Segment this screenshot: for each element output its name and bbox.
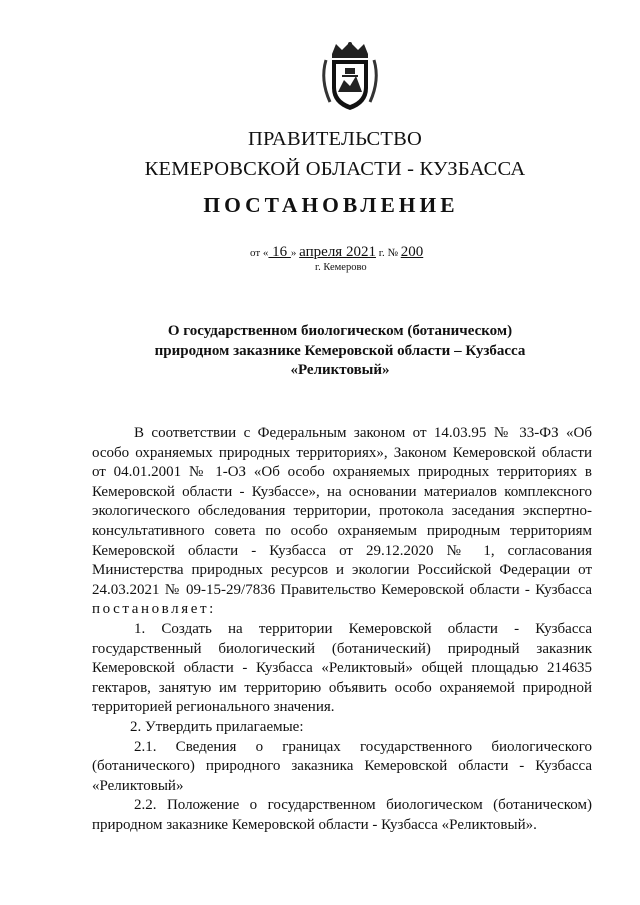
title-line-2: природном заказнике Кемеровской области – Кузбасса (154, 342, 526, 359)
paragraph-item-1: 1. Создать на территории Кемеровской области - Кузбасса государственный биологический (ботанический) природный заказник Кемеровской области - Кузбасса «Реликтовый» общей площадью 214635 гектаров, занятую им территорию объявить особо охраняемой природной территорией регионального значения. (92, 620, 592, 716)
date-line (250, 244, 423, 261)
preamble-text: В соответствии с Федеральным законом от 14.03.95 № 33-ФЗ «Об особо охраняемых природных территориях», Законом Кемеровской области от 04.01.2001 № 1-ОЗ «Об особо охраняемых природных территориях в Кемеровской области - Кузбассе», на основании материалов комплексного экологического обследования территории, протокола заседания экспертно-консультативного совета по особо охраняемым природным территориям Кемеровской области - Кузбасса от 29.12.2020 № 1, согласования Министерства природных ресурсов и экологии Российской Федерации от 24.03.2021 № 09-15-29/7836 Правительство Кемеровской области - Кузбасса (92, 425, 592, 598)
document-body (92, 424, 592, 835)
preamble-resolves: постановляет: (92, 601, 216, 618)
paragraph-item-2-2: 2.2. Положение о государственном биологическом (ботаническом) природном заказнике Кемеровской области - Кузбасса «Реликтовый». (92, 797, 592, 833)
coat-of-arms-icon (318, 40, 382, 112)
city-name: г. Кемерово (315, 262, 367, 273)
government-name-line2: КЕМЕРОВСКОЙ ОБЛАСТИ - КУЗБАССА (144, 158, 526, 180)
number-sign: № (387, 247, 401, 259)
paragraph-item-2: 2. Утвердить прилагаемые: (130, 718, 304, 735)
title-line-1: О государственном биологическом (ботаническом) (167, 323, 513, 339)
date-day: 16 (268, 244, 291, 260)
document-number: 200 (400, 244, 424, 260)
date-prefix: от « (250, 247, 269, 259)
document-type: ПОСТАНОВЛЕНИЕ (203, 193, 459, 217)
date-year-suffix: г. (375, 247, 388, 259)
government-name-line1: ПРАВИТЕЛЬСТВО (247, 128, 423, 150)
date-month-year: апреля 2021 (299, 244, 376, 260)
document-title (92, 322, 588, 381)
date-close-quote: » (290, 247, 300, 259)
title-line-3: «Реликтовый» (290, 362, 390, 378)
paragraph-item-2-1: 2.1. Сведения о границах государственного биологического (ботанического) природного заказника Кемеровской области - Кузбасса «Реликтовый» (92, 738, 592, 794)
paragraph-preamble (92, 424, 592, 620)
